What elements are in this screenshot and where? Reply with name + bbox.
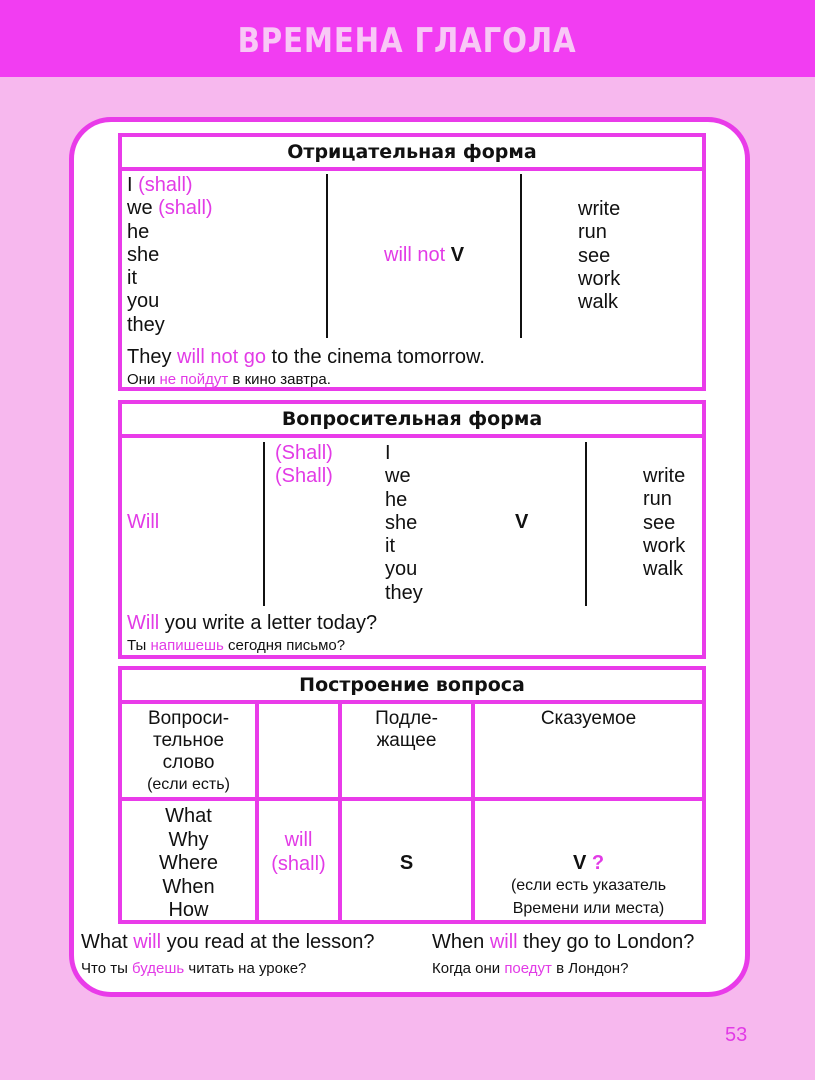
predicate-cell: V ? (если есть указатель Времени или места) [510,852,667,917]
negative-form-title: Отрицательная форма [122,137,702,171]
pronoun-row: I (shall) [127,174,193,196]
pronoun-row: she [385,511,418,534]
negative-form-box [118,133,706,391]
question-example-en: Will you write a letter today? [127,612,378,634]
question-example-ru: Ты напишешь сегодня письмо? [127,637,346,654]
divider-line [520,174,522,338]
list-item: When [162,875,215,898]
divider-line [263,442,265,606]
pronoun-row: you [127,290,160,313]
bottom-example-2-en: When will they go to London? [432,931,695,953]
divider-line [326,174,328,338]
pronoun-row: we (shall) [127,197,213,220]
pronoun-row: he [127,220,150,243]
bottom-example-1-en: What will you read at the lesson? [81,931,375,953]
pronoun-row: they [127,313,165,336]
negative-example-en: They will not go to the cinema tomorrow. [127,346,485,368]
question-form-box [118,400,706,659]
question-shall-list: (Shall) (Shall) [275,442,333,488]
negative-aux: will not V [384,244,465,266]
list-item: Where [159,852,218,874]
question-v: V [515,511,529,533]
verb-item: write [643,465,686,487]
question-verb-list [643,465,685,581]
verb-item: run [643,488,672,511]
negative-example-ru: Они не пойдут в кино завтра. [127,371,331,388]
table-column-divider [255,704,259,920]
verb-item: run [578,221,607,244]
question-words-list [122,805,255,923]
table-row-divider [122,797,702,801]
list-item: What [165,805,212,827]
negative-pronoun-list [127,174,213,337]
pronoun-row: you [385,558,418,581]
verb-item: write [578,198,621,220]
bottom-example-1-ru: Что ты будешь читать на уроке? [81,960,307,977]
list-item: How [168,899,209,921]
pronoun-row: it [127,267,137,290]
pronoun-row: it [385,535,395,558]
verb-item: see [643,511,676,534]
divider-line [585,442,587,606]
page-number: 53 [725,1024,748,1046]
pronoun-row: we [385,465,411,488]
page-header [0,0,815,77]
header-predicate: Сказуемое [540,708,637,729]
page-title: ВРЕМЕНА ГЛАГОЛА [238,20,577,61]
pronoun-row: they [385,581,423,604]
question-will: Will [127,511,160,533]
list-item: Why [168,828,209,851]
verb-item: see [578,244,611,267]
construction-title: Построение вопроса [122,670,702,704]
subject-cell: S [399,852,414,874]
verb-item: work [578,267,621,290]
header-question-word: Вопроси- тельное слово (если есть) [147,708,230,793]
verb-item: walk [578,291,619,314]
construction-box [118,666,706,924]
pronoun-row: he [385,488,408,511]
aux-cell: will (shall) [271,829,326,875]
bottom-example-2-ru: Когда они поедут в Лондон? [432,960,629,977]
verb-item: walk [643,558,684,581]
verb-item: work [643,534,686,557]
negative-verb-list [578,198,620,314]
pronoun-row: I [385,442,391,464]
pronoun-row: she [127,243,160,266]
question-pronoun-list [385,442,423,605]
header-subject: Подле- жащее [375,708,438,751]
question-form-title: Вопросительная форма [122,404,702,438]
